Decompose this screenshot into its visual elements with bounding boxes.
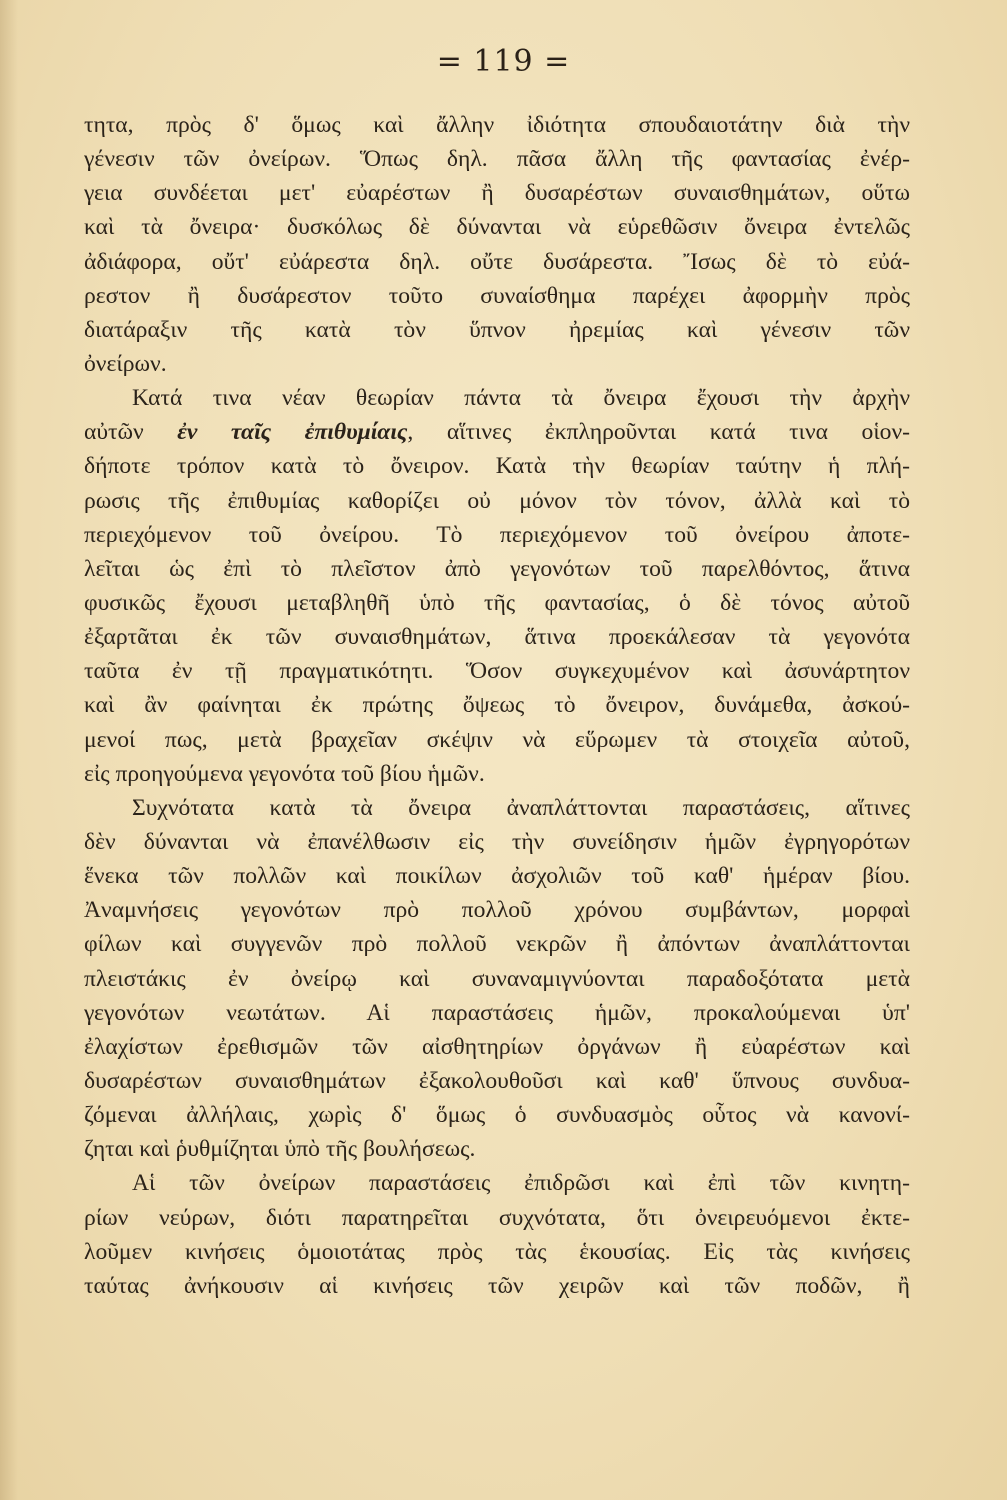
text-line: διατάραξιν τῆς κατὰ τὸν ὕπνον ἠρεμίας καὶ γένεσιν τῶν	[84, 316, 910, 343]
text-line: ταύτας ἀνήκουσιν αἱ κινήσεις τῶν χειρῶν καὶ τῶν ποδῶν, ἢ	[84, 1272, 910, 1299]
text-line: Συχνότατα κατὰ τὰ ὄνειρα ἀναπλάττονται παραστάσεις, αἵτινες	[132, 794, 910, 821]
text-line-with-emphasis	[84, 415, 910, 449]
text-line: γένεσιν τῶν ὀνείρων. Ὅπως δηλ. πᾶσα ἄλλη τῆς φαντασίας ἐνέρ-	[84, 146, 910, 173]
text-line: τητα, πρὸς δ' ὅμως καὶ ἄλλην ἰδιότητα σπουδαιοτάτην διὰ τὴν	[84, 112, 910, 138]
text-line: ὀνείρων.	[84, 350, 167, 377]
emphasized-phrase: ἐν ταῖς ἐπιθυμίαις	[177, 419, 408, 446]
text-line: ἕνεκα τῶν πολλῶν καὶ ποικίλων ἀσχολιῶν τοῦ καθ' ἡμέραν βίου.	[84, 863, 910, 890]
text-line: Αἱ τῶν ὀνείρων παραστάσεις ἐπιδρῶσι καὶ ἐπὶ τῶν κινητη-	[132, 1170, 910, 1197]
text-line: ἐξαρτᾶται ἐκ τῶν συναισθημάτων, ἅτινα προεκάλεσαν τὰ γεγονότα	[84, 624, 910, 651]
text-line: Κατά τινα νέαν θεωρίαν πάντα τὰ ὄνειρα ἔχουσι τὴν ἀρχὴν	[132, 385, 910, 412]
page-number: = 119 =	[436, 44, 571, 79]
text-line: περιεχόμενον τοῦ ὀνείρου. Τὸ περιεχόμενον τοῦ ὀνείρου ἀποτε-	[84, 521, 910, 548]
text-line: καὶ ἂν φαίνηται ἐκ πρώτης ὄψεως τὸ ὄνειρον, δυνάμεθα, ἀσκού-	[84, 692, 910, 719]
text-line: Ἀναμνήσεις γεγονότων πρὸ πολλοῦ χρόνου συμβάντων, μορφαὶ	[84, 897, 910, 924]
text-line: ἀδιάφορα, οὔτ' εὐάρεστα δηλ. οὔτε δυσάρεστα. Ἴσως δὲ τὸ εὐά-	[84, 248, 910, 275]
text-line: λοῦμεν κινήσεις ὁμοιοτάτας πρὸς τὰς ἑκουσίας. Εἰς τὰς κινήσεις	[84, 1238, 910, 1265]
text-line: λεῖται ὡς ἐπὶ τὸ πλεῖστον ἀπὸ γεγονότων τοῦ παρελθόντος, ἅτινα	[84, 555, 910, 582]
text-line: ζηται καὶ ῥυθμίζηται ὑπὸ τῆς βουλήσεως.	[84, 1136, 476, 1163]
text-line: φίλων καὶ συγγενῶν πρὸ πολλοῦ νεκρῶν ἢ ἀπόντων ἀναπλάττονται	[84, 931, 910, 958]
text-line: ρεστον ἢ δυσάρεστον τοῦτο συναίσθημα παρέχει ἀφορμὴν πρὸς	[84, 282, 910, 309]
text-line: ζόμεναι ἀλλήλαις, χωρὶς δ' ὅμως ὁ συνδυασμὸς οὗτος νὰ κανονί-	[84, 1102, 910, 1129]
paragraph-3	[84, 791, 910, 1167]
text-line: δυσαρέστων συναισθημάτων ἐξακολουθοῦσι καὶ καθ' ὕπνους συνδυα-	[84, 1067, 910, 1094]
text-line: μενοί πως, μετὰ βραχεῖαν σκέψιν νὰ εὕρωμεν τὰ στοιχεῖα αὐτοῦ,	[84, 726, 910, 753]
page-edge-shadow	[0, 0, 18, 1500]
paragraph-1	[84, 108, 910, 381]
text-line: ἐλαχίστων ἐρεθισμῶν τῶν αἰσθητηρίων ὀργάνων ἢ εὐαρέστων καὶ	[84, 1033, 910, 1060]
text-line: ρίων νεύρων, διότι παρατηρεῖται συχνότατα, ὅτι ὀνειρευόμενοι ἐκτε-	[84, 1204, 910, 1231]
paragraph-2	[84, 381, 910, 791]
text-line: ρωσις τῆς ἐπιθυμίας καθορίζει οὐ μόνον τὸν τόνον, ἀλλὰ καὶ τὸ	[84, 487, 910, 514]
text-line: γεια συνδέεται μετ' εὐαρέστων ἢ δυσαρέστων συναισθημάτων, οὕτω	[84, 180, 910, 207]
paragraph-4	[84, 1166, 910, 1303]
text-segment: αὐτῶν	[84, 419, 178, 446]
text-line: καὶ τὰ ὄνειρα· δυσκόλως δὲ δύνανται νὰ εὑρεθῶσιν ὄνειρα ἐντελῶς	[84, 214, 910, 241]
text-line: ταῦτα ἐν τῇ πραγματικότητι. Ὅσον συγκεχυμένον καὶ ἀσυνάρτητον	[84, 658, 910, 685]
text-line: πλειστάκις ἐν ὀνείρῳ καὶ συναναμιγνύονται παραδοξότατα μετὰ	[84, 965, 910, 992]
page-text	[84, 108, 910, 1303]
text-line: δὲν δύνανται νὰ ἐπανέλθωσιν εἰς τὴν συνείδησιν ἡμῶν ἐγρηγορότων	[84, 828, 910, 855]
text-line: εἰς προηγούμενα γεγονότα τοῦ βίου ἡμῶν.	[84, 760, 485, 787]
text-segment: , αἵτινες ἐκπληροῦνται κατά τινα οἱον-	[407, 419, 910, 446]
text-line: φυσικῶς ἔχουσι μεταβληθῆ ὑπὸ τῆς φαντασίας, ὁ δὲ τόνος αὐτοῦ	[84, 589, 910, 616]
text-line: δήποτε τρόπον κατὰ τὸ ὄνειρον. Κατὰ τὴν θεωρίαν ταύτην ἡ πλή-	[84, 453, 910, 480]
text-line: γεγονότων νεωτάτων. Αἱ παραστάσεις ἡμῶν, προκαλούμεναι ὑπ'	[84, 999, 910, 1026]
